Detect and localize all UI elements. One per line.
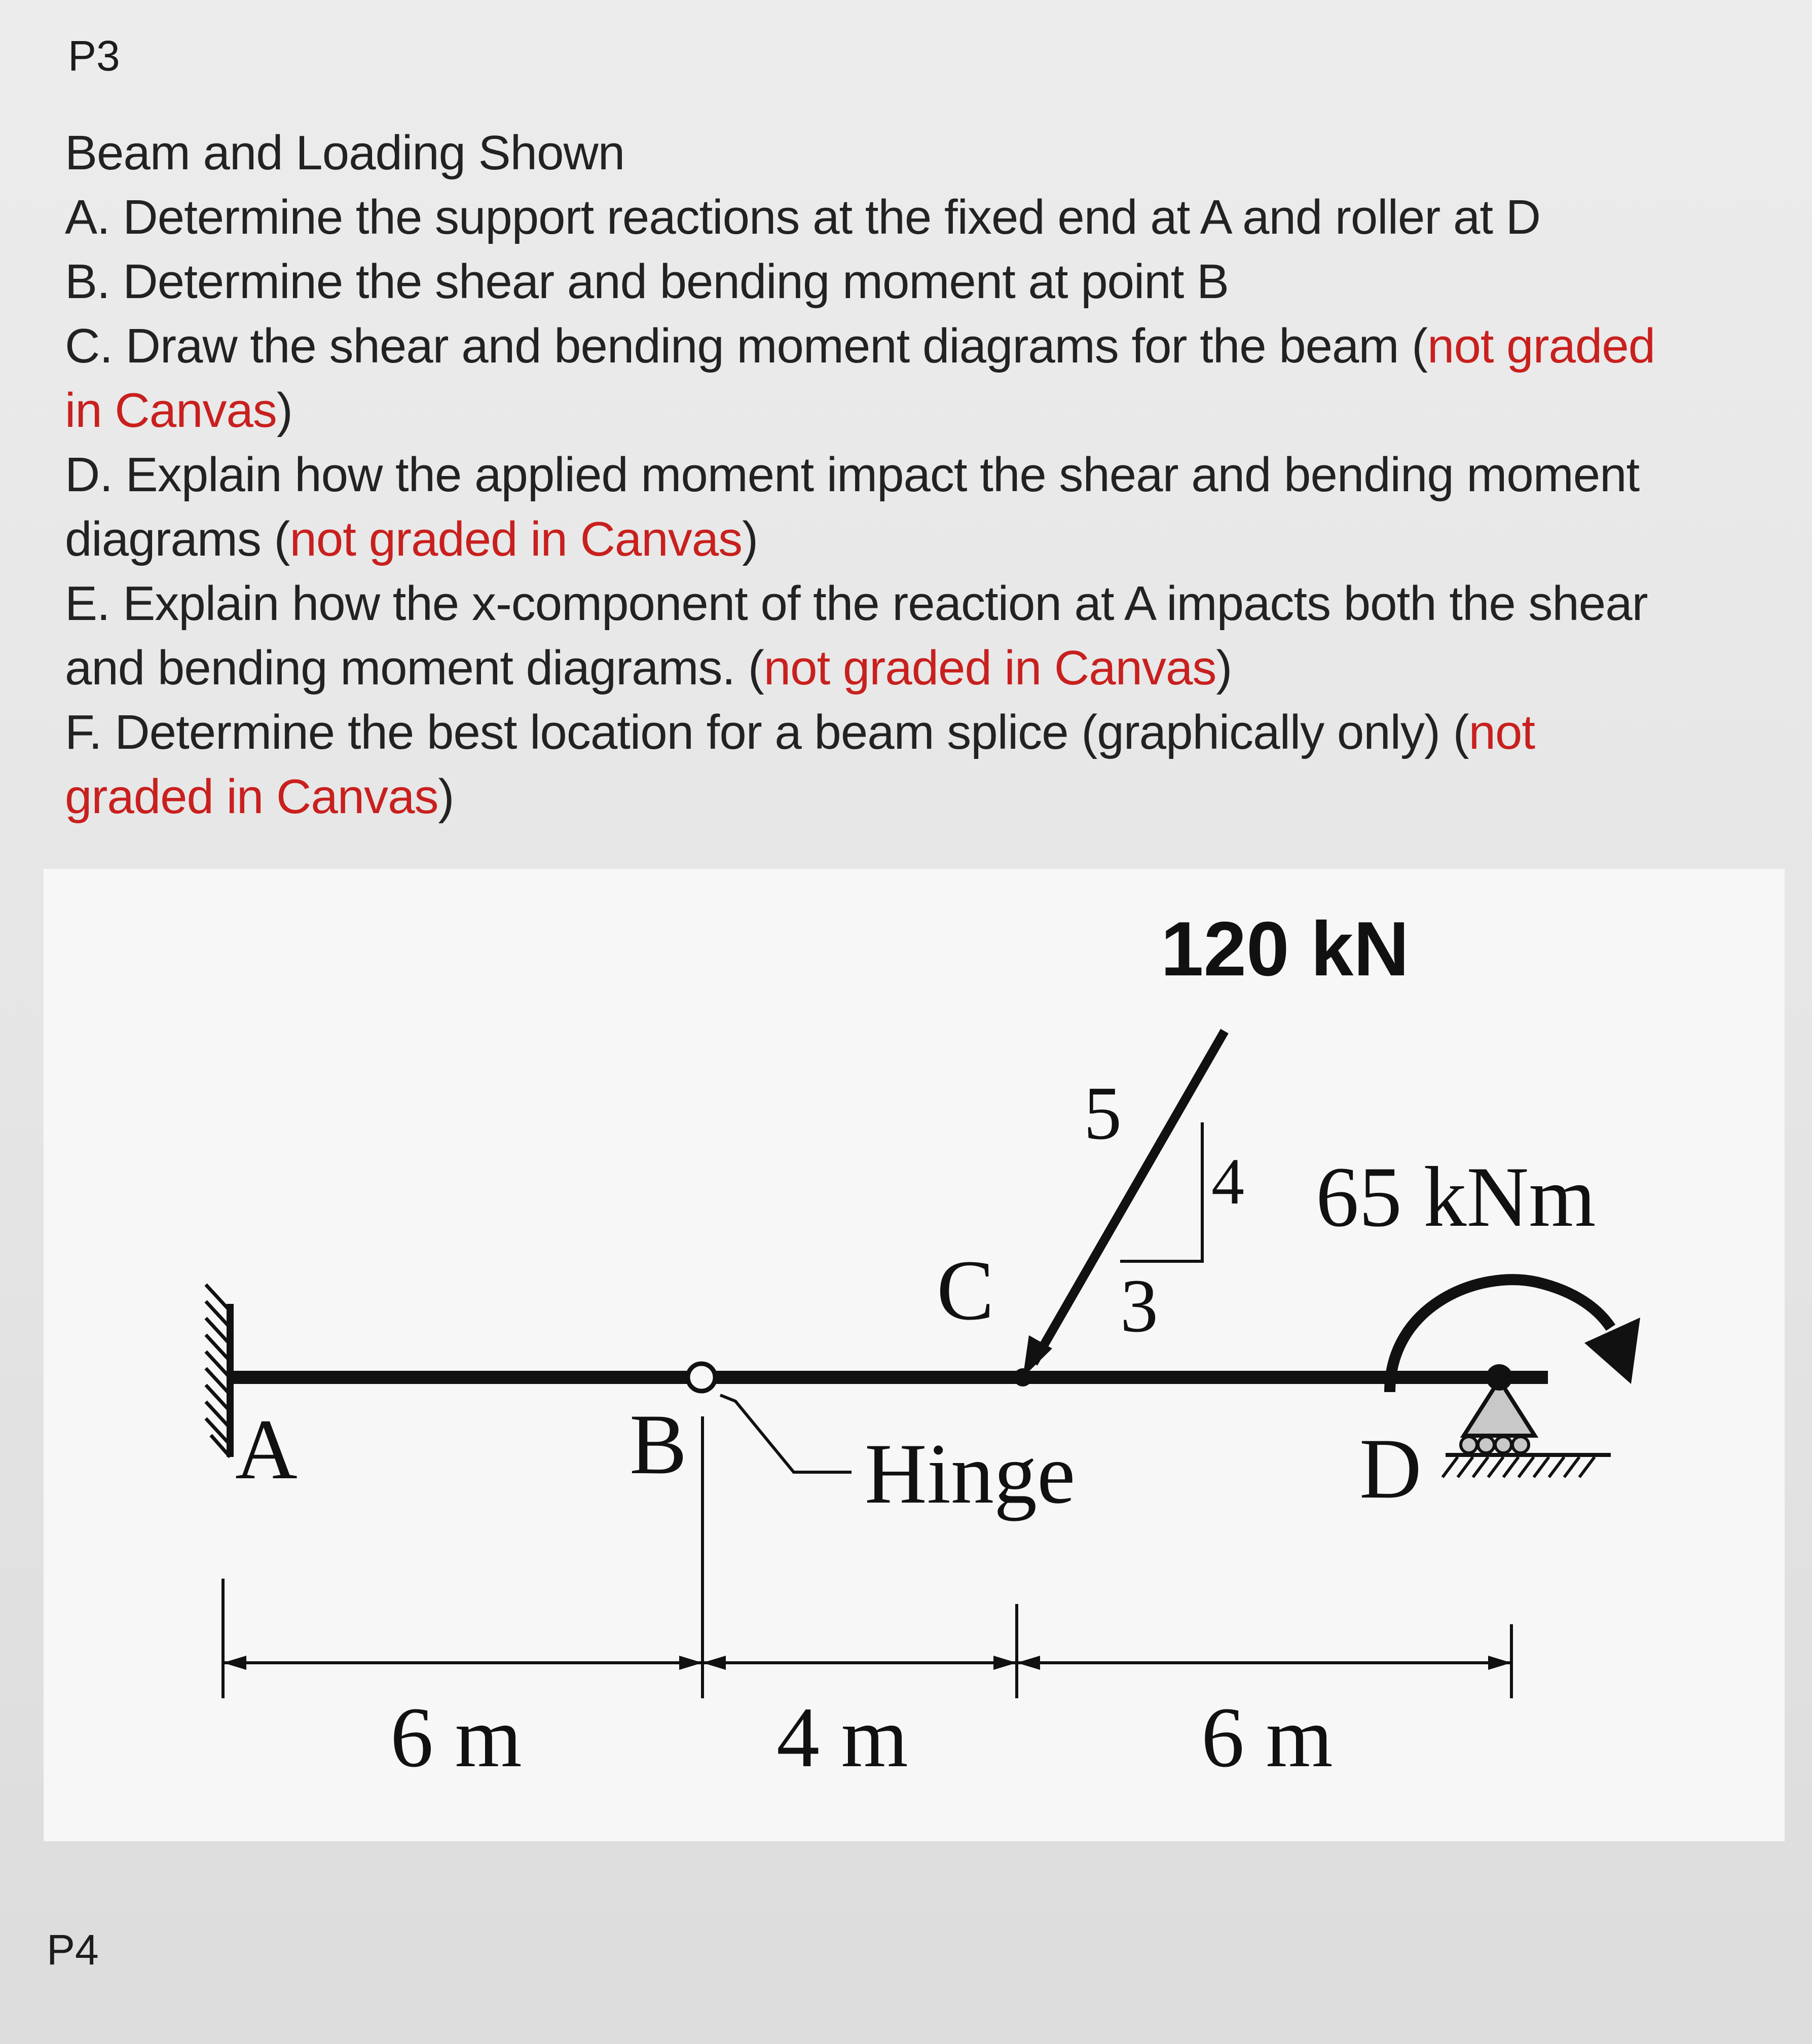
moment-arrow-head [1584, 1318, 1640, 1384]
part-d: D. Explain how the applied moment impact the shear and bending moment [65, 448, 1640, 502]
part-f-line-2 [65, 764, 1758, 829]
slope-label-horizontal: 3 [1120, 1264, 1158, 1348]
part-f-note-1: not [1468, 705, 1535, 759]
part-d-note: not graded in Canvas [289, 512, 743, 566]
beam-figure [44, 869, 1785, 1841]
part-d-line-2 [65, 507, 1758, 571]
part-c-close: ) [276, 383, 292, 437]
part-c: C. Draw the shear and bending moment diagrams for the beam ( [65, 319, 1428, 373]
slope-label-vertical: 4 [1211, 1145, 1244, 1218]
part-e-close: ) [1216, 641, 1232, 695]
part-c-line [65, 314, 1758, 378]
dimension-cd: 6 m [1201, 1690, 1333, 1785]
part-d-close: ) [742, 512, 758, 566]
part-d-cont: diagrams ( [65, 512, 290, 566]
part-c-line-2 [65, 378, 1758, 443]
part-e-note: not graded in Canvas [763, 641, 1216, 695]
part-e-cont: and bending moment diagrams. ( [65, 641, 764, 695]
part-f-line [65, 700, 1758, 764]
point-d-label: D [1359, 1421, 1422, 1516]
part-e: E. Explain how the x-component of the reaction at A impacts both the shear [65, 576, 1648, 631]
beam-diagram [44, 869, 1785, 1841]
point-c-label: C [937, 1243, 994, 1338]
problem-heading-p3: P3 [68, 32, 120, 80]
part-f-note-2: graded in Canvas [65, 770, 438, 824]
moment-label: 65 kNm [1316, 1149, 1596, 1245]
part-c-note-1: not graded [1427, 319, 1655, 373]
dimension-bc: 4 m [776, 1690, 908, 1785]
hinge-label: Hinge [865, 1426, 1076, 1521]
statement-title: Beam and Loading Shown [65, 126, 625, 180]
force-label: 120 kN [1161, 906, 1410, 992]
beam [230, 1371, 1548, 1384]
hinge-leader-line [720, 1395, 852, 1472]
problem-statement [65, 121, 1758, 829]
part-f-close: ) [438, 770, 454, 824]
dimension-ab: 6 m [390, 1690, 522, 1785]
problem-heading-p4: P4 [47, 1926, 99, 1974]
part-e-line-2 [65, 636, 1758, 700]
point-a-label: A [235, 1402, 298, 1497]
part-c-note-2: in Canvas [65, 383, 277, 437]
point-b-label: B [630, 1397, 687, 1492]
hinge-pin [688, 1364, 715, 1391]
part-f: F. Determine the best location for a beam splice (graphically only) ( [65, 705, 1469, 759]
part-b: B. Determine the shear and bending moment at point B [65, 254, 1229, 309]
part-a: A. Determine the support reactions at the fixed end at A and roller at D [65, 190, 1541, 244]
fixed-support-a [206, 1285, 230, 1457]
slope-label-hyp: 5 [1084, 1071, 1122, 1155]
